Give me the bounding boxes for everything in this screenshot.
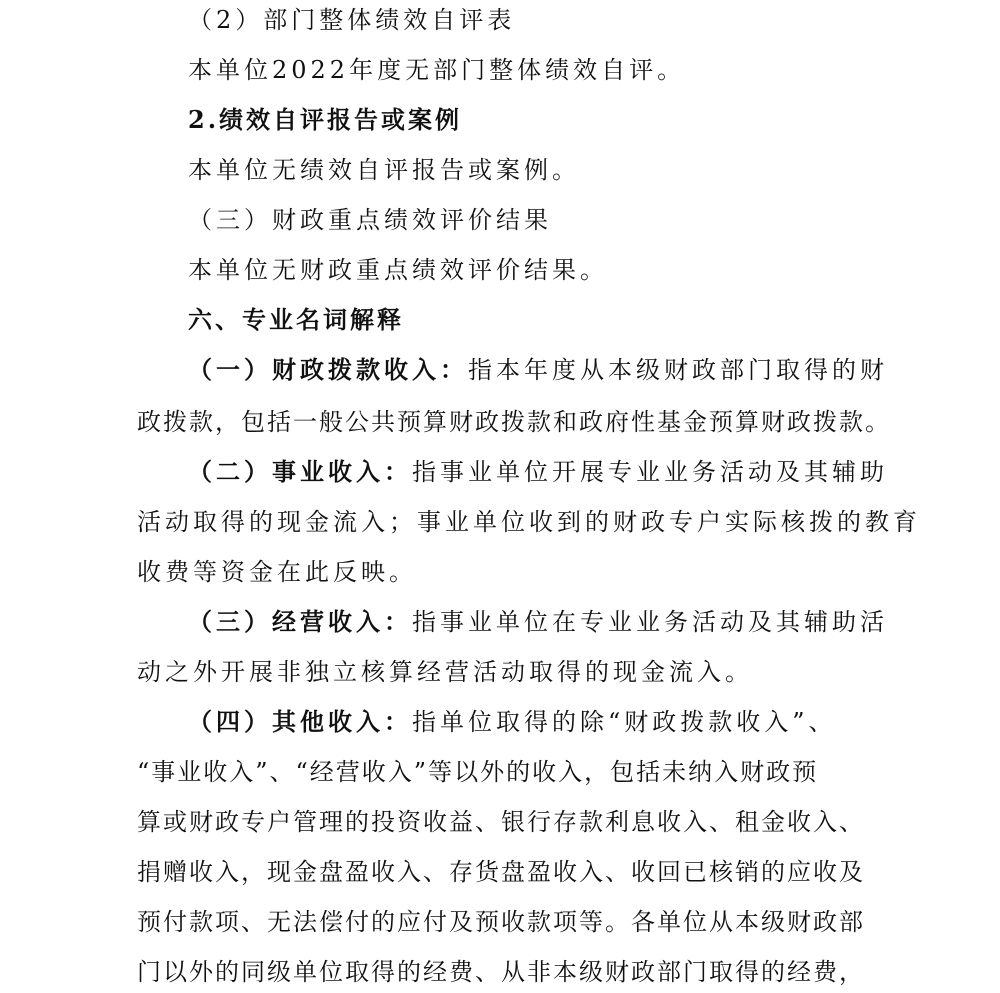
definition-2-line-2: 活动取得的现金流入；事业单位收到的财政专户实际核拨的教育 [137, 508, 921, 536]
definition-4-term: （四）其他收入： [188, 707, 412, 736]
definition-2-line-3: 收费等资金在此反映。 [137, 558, 417, 586]
heading-self-eval-report: 2.绩效自评报告或案例 [188, 105, 463, 134]
definition-3-line-1 [188, 602, 888, 642]
definition-3-text: 指事业单位在专业业务活动及其辅助活 [412, 608, 888, 636]
definition-3-term: （三）经营收入： [188, 607, 412, 636]
definition-1-line-1 [188, 350, 888, 390]
paragraph-no-self-eval-report: 本单位无绩效自评报告或案例。 [188, 156, 580, 184]
definition-4-line-4: 捐赠收入，现金盘盈收入、存货盘盈收入、收回已核销的应收及 [137, 858, 865, 886]
definition-1-term: （一）财政拨款收入： [188, 355, 468, 384]
definition-2-text: 指事业单位开展专业业务活动及其辅助 [412, 458, 888, 486]
definition-2-line-1 [188, 452, 888, 492]
definition-3-line-2: 动之外开展非独立核算经营活动取得的现金流入。 [137, 658, 753, 686]
definition-1-line-2: 政拨款，包括一般公共预算财政拨款和政府性基金预算财政拨款。 [137, 408, 891, 436]
paragraph-no-fiscal-key-eval: 本单位无财政重点绩效评价结果。 [188, 256, 608, 284]
sub-heading-dept-self-eval-table: （2）部门整体绩效自评表 [188, 6, 516, 34]
definition-4-line-2: “事业收入”、“经营收入”等以外的收入，包括未纳入财政预 [137, 758, 819, 786]
definition-1-text: 指本年度从本级财政部门取得的财 [468, 356, 888, 384]
paragraph-no-dept-self-eval: 本单位2022年度无部门整体绩效自评。 [188, 56, 686, 84]
heading-fiscal-key-eval: （三）财政重点绩效评价结果 [188, 206, 552, 234]
definition-4-line-1 [188, 702, 837, 742]
definition-2-term: （二）事业收入： [188, 457, 412, 486]
definition-4-line-3: 算或财政专户管理的投资收益、银行存款利息收入、租金收入、 [137, 808, 865, 836]
definition-4-text: 指单位取得的除“财政拨款收入”、 [412, 708, 837, 736]
section-heading-terms: 六、专业名词解释 [188, 305, 404, 334]
definition-4-line-5: 预付款项、无法偿付的应付及预收款项等。各单位从本级财政部 [137, 908, 865, 936]
definition-4-line-6: 门以外的同级单位取得的经费、从非本级财政部门取得的经费， [137, 958, 865, 986]
